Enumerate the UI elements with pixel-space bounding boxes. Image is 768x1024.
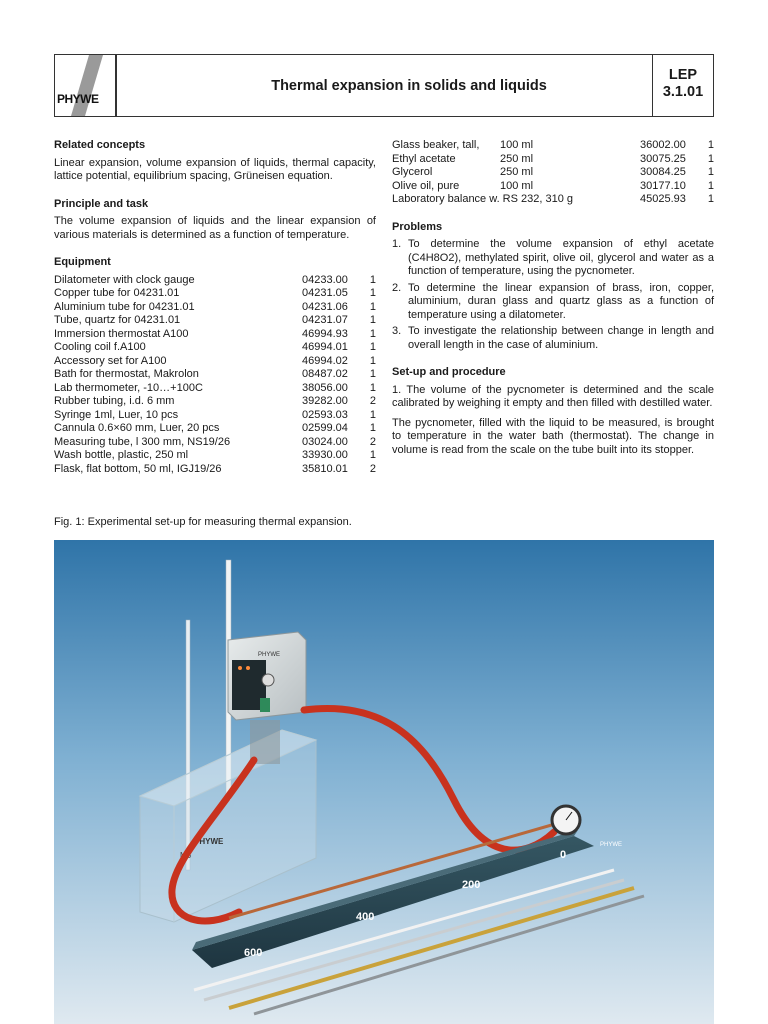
equipment-code: 30075.25 <box>640 152 686 165</box>
equipment-code: 02593.03 <box>302 408 348 421</box>
equipment-name: Glass beaker, tall, <box>392 139 480 151</box>
equipment-list <box>54 274 376 477</box>
equipment-size <box>500 193 640 207</box>
photo-background <box>54 540 714 1024</box>
equipment-qty: 1 <box>369 341 376 353</box>
equipment-qty: 1 <box>707 152 714 165</box>
equipment-row <box>54 328 376 342</box>
problem-item <box>392 282 714 323</box>
equipment-qty: 1 <box>369 327 376 340</box>
equipment-name: Copper tube for 04231.01 <box>54 287 180 299</box>
equipment-row <box>54 341 376 355</box>
equipment-section <box>54 256 376 476</box>
equipment-name: Lab thermometer, -10…+100C <box>54 381 203 394</box>
equipment-row <box>392 153 714 167</box>
problem-number: 3. <box>392 325 402 337</box>
equipment-qty: 2 <box>369 395 376 407</box>
problems-heading: Problems <box>392 220 443 233</box>
equipment-code: 02599.04 <box>302 422 348 434</box>
equipment-name: Glycerol <box>392 166 433 178</box>
equipment-size: 250 ml <box>500 152 534 165</box>
lep-number: 3.1.01 <box>662 84 704 100</box>
equipment-qty: 1 <box>369 287 376 299</box>
equipment-name: Aluminium tube for 04231.01 <box>54 300 195 313</box>
equipment-name: Bath for thermostat, Makrolon <box>54 368 199 380</box>
equipment-row <box>54 436 376 450</box>
equipment-name: Dilatometer with clock gauge <box>54 273 195 286</box>
equipment-row <box>392 139 714 153</box>
equipment-size: 100 ml <box>500 139 534 151</box>
equipment-row <box>54 287 376 301</box>
setup-paragraph-1: 1. The volume of the pycnometer is determined and the scale calibrated by weighing it empty and then filled with destilled water. <box>392 383 714 409</box>
setup-heading: Set-up and procedure <box>392 366 506 378</box>
related-concepts-heading: Related concepts <box>54 139 146 151</box>
equipment-code: 04231.05 <box>302 287 348 299</box>
experiment-photo-drawing <box>54 540 714 1024</box>
problem-item <box>392 238 714 279</box>
equipment-code: 33930.00 <box>302 449 348 461</box>
equipment-code: 46994.01 <box>302 341 348 353</box>
equipment-qty: 1 <box>369 273 376 286</box>
lep-label: LEP <box>668 67 698 83</box>
equipment-name: Flask, flat bottom, 50 ml, IGJ19/26 <box>54 462 222 475</box>
equipment-code: 08487.02 <box>302 368 348 380</box>
problem-text: To investigate the relationship between change in length and overall length in the case of aluminium. <box>408 325 714 351</box>
equipment-size: 100 ml <box>500 179 534 192</box>
equipment-qty: 1 <box>707 139 714 151</box>
equipment-name: Rubber tubing, i.d. 6 mm <box>54 395 175 407</box>
equipment-qty: 1 <box>369 422 376 434</box>
equipment-code: 35810.01 <box>302 462 348 475</box>
equipment-row <box>54 382 376 396</box>
left-column <box>54 139 376 490</box>
bath-model-label: M6 <box>180 851 192 860</box>
equipment-row <box>54 449 376 463</box>
equipment-row <box>54 301 376 315</box>
document-header <box>54 54 714 117</box>
phywe-logo <box>54 54 116 117</box>
equipment-code: 04231.07 <box>302 314 348 326</box>
principle-heading: Principle and task <box>54 197 149 210</box>
setup-section <box>392 366 714 457</box>
equipment-qty: 1 <box>369 381 376 394</box>
related-concepts-section <box>54 139 376 184</box>
equipment-name: Laboratory balance w. RS 232, 310 g <box>392 193 574 205</box>
equipment-row <box>54 314 376 328</box>
equipment-qty: 1 <box>707 193 714 205</box>
equipment-qty: 1 <box>369 408 376 421</box>
equipment-code: 36002.00 <box>640 139 686 151</box>
problem-text: To determine the linear expansion of brass, iron, copper, aluminium, duran glass and quartz glass as a function of temperature using a dilatometer. <box>408 281 714 321</box>
equipment-code: 04233.00 <box>302 273 348 286</box>
equipment-name: Ethyl acetate <box>392 152 456 165</box>
equipment-name: Syringe 1ml, Luer, 10 pcs <box>54 408 179 421</box>
equipment-name: Measuring tube, l 300 mm, NS19/26 <box>54 435 231 448</box>
equipment-name: Immersion thermostat A100 <box>54 327 189 340</box>
title-box <box>116 54 702 117</box>
thermostat-switch <box>260 698 270 712</box>
experiment-photo <box>54 540 714 1024</box>
equipment-code: 30084.25 <box>640 166 686 178</box>
problem-item <box>392 325 714 352</box>
problem-text: To determine the volume expansion of ethyl acetate (C4H8O2), methylated spirit, olive oil, glycerol and water as a function of temperature, using the pycnometer. <box>408 238 714 277</box>
problem-number: 1. <box>392 238 402 250</box>
equipment-code: 46994.02 <box>302 354 348 367</box>
principle-section <box>54 198 376 243</box>
scale-mark-0: 0 <box>560 849 567 861</box>
equipment-row <box>392 180 714 194</box>
document-title: Thermal expansion in solids and liquids <box>271 77 547 94</box>
related-concepts-text: Linear expansion, volume expansion of liquids, thermal capacity, lattice potential, equilibrium spacing, Grüneisen equation. <box>54 156 376 182</box>
equipment-row <box>54 355 376 369</box>
logo-graphic <box>55 55 115 116</box>
equipment-qty: 2 <box>369 435 376 448</box>
right-column <box>392 139 714 471</box>
equipment-code: 46994.93 <box>302 327 348 340</box>
scale-mark-400: 400 <box>356 911 375 923</box>
scale-mark-200: 200 <box>462 879 481 891</box>
equipment-qty: 2 <box>369 462 376 475</box>
equipment-name: Olive oil, pure <box>392 179 460 192</box>
bath-logo: PHYWE <box>194 837 224 846</box>
problem-number: 2. <box>392 281 402 294</box>
thermostat-logo: PHYWE <box>258 652 281 658</box>
equipment-list-continued <box>392 139 714 207</box>
setup-paragraph-2: The pycnometer, filled with the liquid to be measured, is brought to temperature in the water bath (thermostat). The change in volume is read from the scale on the tube built into its stopper. <box>392 416 714 456</box>
equipment-qty: 1 <box>707 166 714 178</box>
clock-gauge <box>552 806 580 834</box>
equipment-code: 45025.93 <box>640 193 686 205</box>
rail-logo: PHYWE <box>600 842 623 848</box>
equipment-qty: 1 <box>369 368 376 380</box>
figure-caption: Fig. 1: Experimental set-up for measuring thermal expansion. <box>54 516 352 528</box>
lep-box <box>652 54 714 117</box>
scale-mark-600: 600 <box>244 947 263 959</box>
equipment-name: Wash bottle, plastic, 250 ml <box>54 449 189 461</box>
equipment-row <box>54 463 376 477</box>
equipment-name: Accessory set for A100 <box>54 354 167 367</box>
equipment-row <box>54 409 376 423</box>
problems-section <box>392 221 714 353</box>
equipment-qty: 1 <box>369 449 376 461</box>
problems-list <box>392 238 714 352</box>
principle-text: The volume expansion of liquids and the linear expansion of various materials is determined as a function of temperature. <box>54 215 376 241</box>
equipment-qty: 1 <box>369 300 376 313</box>
equipment-code: 03024.00 <box>302 435 348 448</box>
equipment-code: 38056.00 <box>302 381 348 394</box>
equipment-row <box>54 274 376 288</box>
equipment-row <box>392 193 714 207</box>
equipment-row <box>54 422 376 436</box>
equipment-qty: 1 <box>369 354 376 367</box>
equipment-heading: Equipment <box>54 256 111 268</box>
equipment-continued <box>392 139 714 207</box>
equipment-name: Cannula 0.6×60 mm, Luer, 20 pcs <box>54 422 220 434</box>
logo-text: PHYWE <box>57 92 99 106</box>
equipment-name: Tube, quartz for 04231.01 <box>54 314 181 326</box>
equipment-size: 250 ml <box>500 166 534 178</box>
equipment-row <box>54 368 376 382</box>
equipment-qty: 1 <box>707 179 714 192</box>
equipment-code: 04231.06 <box>302 300 348 313</box>
equipment-row <box>54 395 376 409</box>
equipment-name: Cooling coil f.A100 <box>54 341 146 353</box>
equipment-qty: 1 <box>369 314 376 326</box>
equipment-code: 39282.00 <box>302 395 348 407</box>
equipment-row <box>392 166 714 180</box>
equipment-code: 30177.10 <box>640 179 686 192</box>
